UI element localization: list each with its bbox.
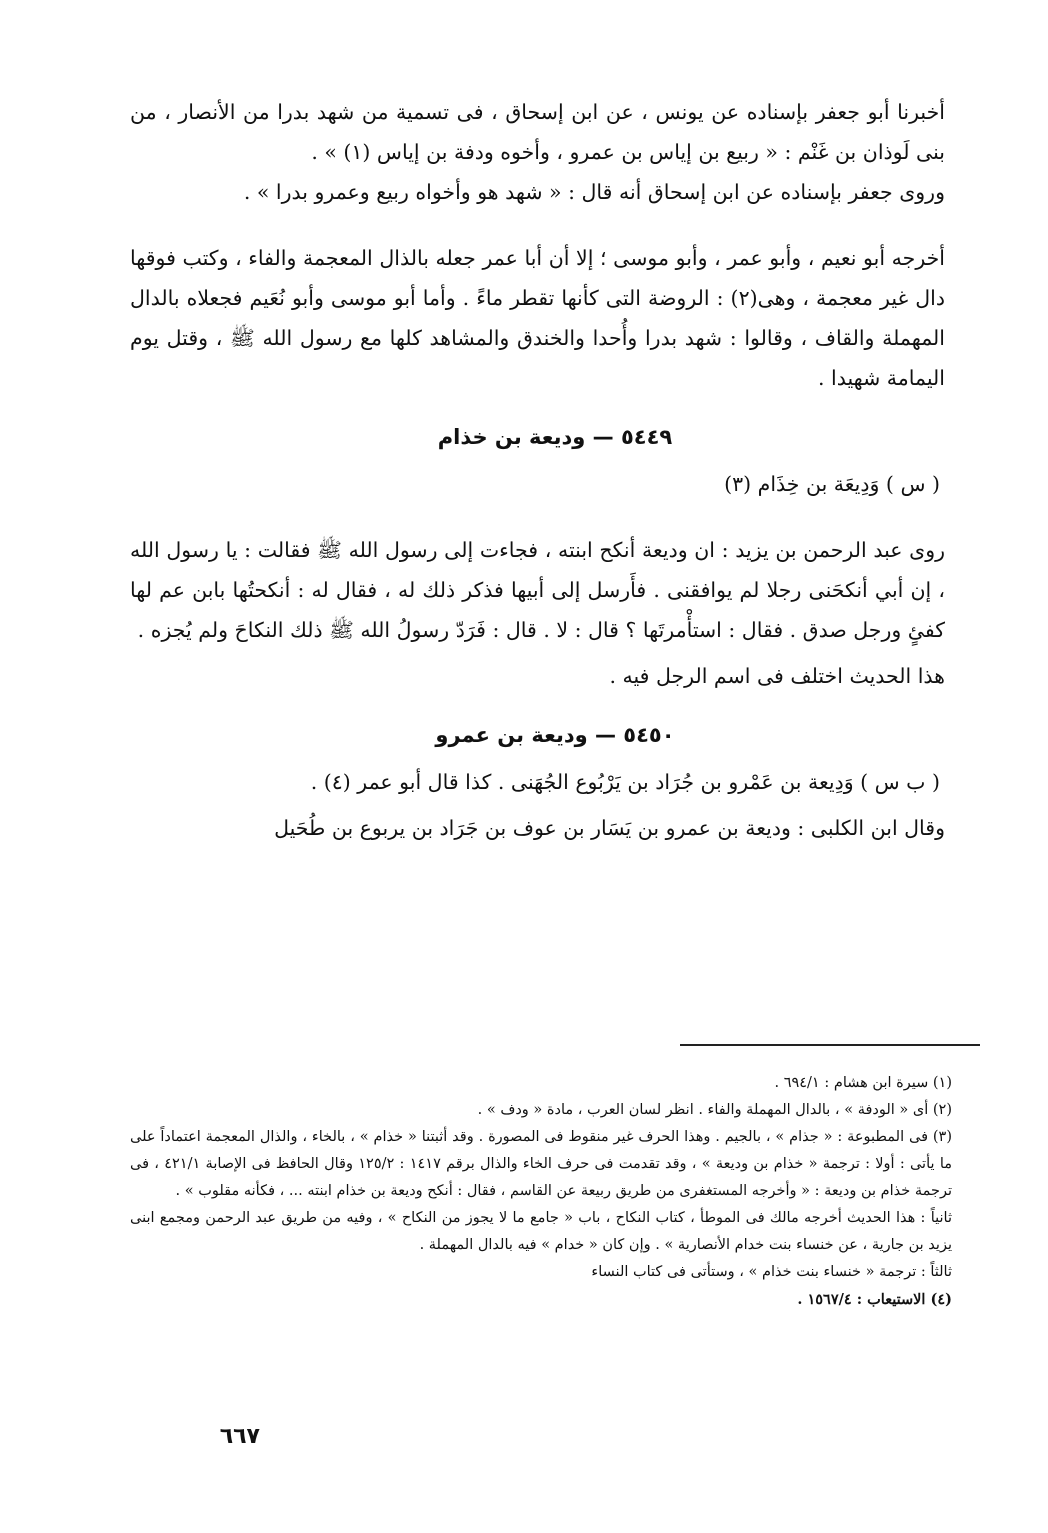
paragraph-jafar-narration: وروى جعفر بإسناده عن ابن إسحاق أنه قال : « شهد هو وأخواه ربيع وعمرو بدرا » .: [243, 180, 945, 204]
footnote-separator: [680, 1044, 980, 1046]
page-number: ٦٦٧: [219, 1424, 260, 1449]
entry-sigla-5449: ( س ) وَدِيعَة بن خِذَام (٣): [724, 472, 940, 496]
entry-sigla-5450: ( ب س ) وَدِيعة بن عَمْرو بن جُرَاد بن يَرْبُوع الجُهَنى . كذا قال أبو عمر (٤) .: [310, 770, 940, 794]
entry-body-5449: روى عبد الرحمن بن يزيد : ان وديعة أنكح ابنته ، فجاءت إلى رسول الله ﷺ فقالت : يا رسول الله ، إن أبي أنكحَنى رجلا لم يوافقنى . فأَرسل إلى أبيها فذكر ذلك له ، فقال له : أنكحتُها بابن عم لها كفئٍ ورجل صدق . فقال : استأْمرتَها ؟ قال : لا . قال : فَرَدّ رسولُ الله ﷺ ذلك النكاحَ ولم يُجزه .: [130, 538, 945, 642]
paragraph-sources: أخرجه أبو نعيم ، وأبو عمر ، وأبو موسى ؛ إلا أن أبا عمر جعله بالذال المعجمة والفاء ، وكتب فوقها دال غير معجمة ، وهى(٢) : الروضة التى كأنها تقطر ماءً . وأما أبو موسى وأبو نُعَيم فجعلاه بالدال المهملة والقاف ، وقالوا : شهد بدرا وأُحدا والخندق والمشاهد كلها مع رسول الله ﷺ ، وقتل يوم اليمامة شهيدا .: [130, 246, 946, 390]
footnotes: [130, 1070, 980, 1313]
paragraph-ibn-ishaq-chain: أخبرنا أبو جعفر بإسناده عن يونس ، عن ابن إسحاق ، فى تسمية من شهد بدرا من الأنصار ، من بنى لَوذان بن غَنْم : « ربيع بن إياس بن عمرو ، وأخوه ودفة بن إياس (١) » .: [130, 100, 945, 164]
footnote-3-third: ثالثاً : ترجمة « خنساء بنت خذام » ، وستأتى فى كتاب النساء: [591, 1264, 952, 1280]
entry-body-5450: وقال ابن الكلبى : وديعة بن عمرو بن يَسَار بن عوف بن جَرَاد بن يربوع بن طُحَيل: [274, 816, 945, 840]
footnote-3-second: ثانياً : هذا الحديث أخرجه مالك فى الموطأ ، كتاب النكاح ، باب « جامع ما لا يجوز من النكاح » ، وفيه من طريق عبد الرحمن ومجمع ابنى يزيد بن جارية ، عن خنساء بنت خدام الأنصارية » . وإن كان « خدام » فيه بالدال المهملة .: [130, 1210, 952, 1253]
footnote-3: (٣) فى المطبوعة : « جذام » ، بالجيم . وهذا الحرف غير منقوط فى المصورة . وقد أثبتنا « خذام » ، بالخاء ، والذال المعجمة اعتماداً على ما يأتى : أولا : ترجمة « خذام بن وديعة » ، وقد تقدمت فى حرف الخاء والذال برقم ١٤١٧ : ١٢٥/٢ وقال الحافظ فى الإصابة ٤٢١/١ ، فى ترجمة خذام بن وديعة : « وأخرجه المستغفرى من طريق ربيعة عن القاسم ، فقال : أنكح وديعة بن خذام ابنته ... ، فكأنه مقلوب » .: [130, 1129, 952, 1199]
entry-heading-5450: ٥٤٥٠ — وديعة بن عمرو: [435, 723, 675, 747]
footnote-1: (١) سيرة ابن هشام : ٦٩٤/١ .: [774, 1075, 952, 1091]
page: [130, 92, 980, 1512]
footnote-4: (٤) الاستيعاب : ١٥٦٧/٤ .: [797, 1291, 952, 1308]
footnote-2: (٢) أى « الودفة » ، بالدال المهملة والفاء . انظر لسان العرب ، مادة « ودف » .: [477, 1102, 952, 1118]
entry-note-5449: هذا الحديث اختلف فى اسم الرجل فيه .: [609, 664, 945, 688]
entry-heading-5449: ٥٤٤٩ — وديعة بن خذام: [437, 425, 673, 449]
